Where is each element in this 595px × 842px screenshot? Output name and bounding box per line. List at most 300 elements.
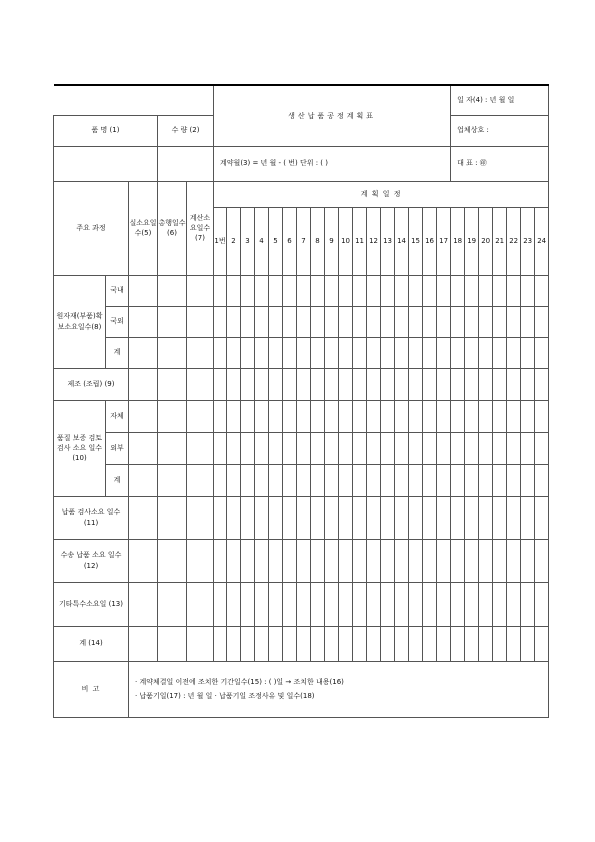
schedule-cell[interactable] <box>521 337 535 368</box>
schedule-cell[interactable] <box>325 626 339 661</box>
schedule-cell[interactable] <box>381 275 395 306</box>
schedule-cell[interactable] <box>521 496 535 539</box>
schedule-cell[interactable] <box>367 432 381 464</box>
schedule-cell[interactable] <box>339 539 353 582</box>
schedule-cell[interactable] <box>437 539 451 582</box>
schedule-cell[interactable] <box>381 337 395 368</box>
schedule-cell[interactable] <box>214 539 227 582</box>
quantity-value[interactable] <box>158 146 214 181</box>
schedule-cell[interactable] <box>521 275 535 306</box>
schedule-cell[interactable] <box>423 582 437 626</box>
schedule-cell[interactable] <box>241 496 255 539</box>
schedule-cell[interactable] <box>255 368 269 400</box>
schedule-cell[interactable] <box>129 337 158 368</box>
schedule-cell[interactable] <box>214 400 227 432</box>
schedule-cell[interactable] <box>367 626 381 661</box>
schedule-cell[interactable] <box>465 275 479 306</box>
schedule-cell[interactable] <box>451 400 465 432</box>
schedule-cell[interactable] <box>297 337 311 368</box>
schedule-cell[interactable] <box>269 275 283 306</box>
schedule-cell[interactable] <box>507 432 521 464</box>
schedule-cell[interactable] <box>297 582 311 626</box>
schedule-cell[interactable] <box>325 368 339 400</box>
schedule-cell[interactable] <box>409 306 423 337</box>
schedule-cell[interactable] <box>437 496 451 539</box>
schedule-cell[interactable] <box>129 400 158 432</box>
schedule-cell[interactable] <box>325 496 339 539</box>
schedule-cell[interactable] <box>283 464 297 496</box>
representative-field[interactable]: 대 표 : ㊞ <box>451 146 549 181</box>
schedule-cell[interactable] <box>367 582 381 626</box>
schedule-cell[interactable] <box>493 368 507 400</box>
schedule-cell[interactable] <box>187 306 214 337</box>
schedule-cell[interactable] <box>187 464 214 496</box>
schedule-cell[interactable] <box>311 337 325 368</box>
schedule-cell[interactable] <box>507 400 521 432</box>
schedule-cell[interactable] <box>158 582 187 626</box>
schedule-cell[interactable] <box>423 337 437 368</box>
schedule-cell[interactable] <box>129 432 158 464</box>
schedule-cell[interactable] <box>395 432 409 464</box>
schedule-cell[interactable] <box>227 400 241 432</box>
company-name-field[interactable]: 업체상호 : <box>451 115 549 146</box>
schedule-cell[interactable] <box>465 464 479 496</box>
schedule-cell[interactable] <box>535 539 549 582</box>
schedule-cell[interactable] <box>535 306 549 337</box>
schedule-cell[interactable] <box>493 539 507 582</box>
schedule-cell[interactable] <box>507 306 521 337</box>
schedule-cell[interactable] <box>409 582 423 626</box>
schedule-cell[interactable] <box>465 496 479 539</box>
schedule-cell[interactable] <box>451 464 465 496</box>
schedule-cell[interactable] <box>493 464 507 496</box>
schedule-cell[interactable] <box>339 337 353 368</box>
schedule-cell[interactable] <box>283 306 297 337</box>
schedule-cell[interactable] <box>311 539 325 582</box>
schedule-cell[interactable] <box>187 432 214 464</box>
schedule-cell[interactable] <box>507 582 521 626</box>
schedule-cell[interactable] <box>214 368 227 400</box>
schedule-cell[interactable] <box>381 496 395 539</box>
schedule-cell[interactable] <box>339 368 353 400</box>
schedule-cell[interactable] <box>535 496 549 539</box>
schedule-cell[interactable] <box>339 275 353 306</box>
schedule-cell[interactable] <box>437 432 451 464</box>
schedule-cell[interactable] <box>158 400 187 432</box>
schedule-cell[interactable] <box>493 496 507 539</box>
schedule-cell[interactable] <box>465 539 479 582</box>
schedule-cell[interactable] <box>325 539 339 582</box>
schedule-cell[interactable] <box>409 626 423 661</box>
schedule-cell[interactable] <box>409 400 423 432</box>
schedule-cell[interactable] <box>269 539 283 582</box>
schedule-cell[interactable] <box>465 337 479 368</box>
schedule-cell[interactable] <box>269 400 283 432</box>
schedule-cell[interactable] <box>339 464 353 496</box>
schedule-cell[interactable] <box>479 306 493 337</box>
schedule-cell[interactable] <box>353 368 367 400</box>
schedule-cell[interactable] <box>255 275 269 306</box>
schedule-cell[interactable] <box>479 368 493 400</box>
schedule-cell[interactable] <box>241 539 255 582</box>
schedule-cell[interactable] <box>493 626 507 661</box>
schedule-cell[interactable] <box>493 432 507 464</box>
schedule-cell[interactable] <box>269 496 283 539</box>
schedule-cell[interactable] <box>227 306 241 337</box>
schedule-cell[interactable] <box>241 432 255 464</box>
schedule-cell[interactable] <box>521 306 535 337</box>
schedule-cell[interactable] <box>339 400 353 432</box>
schedule-cell[interactable] <box>214 337 227 368</box>
schedule-cell[interactable] <box>395 496 409 539</box>
schedule-cell[interactable] <box>451 306 465 337</box>
schedule-cell[interactable] <box>297 306 311 337</box>
schedule-cell[interactable] <box>535 368 549 400</box>
schedule-cell[interactable] <box>535 464 549 496</box>
schedule-cell[interactable] <box>158 464 187 496</box>
schedule-cell[interactable] <box>187 275 214 306</box>
schedule-cell[interactable] <box>227 275 241 306</box>
schedule-cell[interactable] <box>353 306 367 337</box>
schedule-cell[interactable] <box>423 464 437 496</box>
schedule-cell[interactable] <box>227 432 241 464</box>
schedule-cell[interactable] <box>269 626 283 661</box>
schedule-cell[interactable] <box>325 275 339 306</box>
schedule-cell[interactable] <box>325 464 339 496</box>
schedule-cell[interactable] <box>409 496 423 539</box>
schedule-cell[interactable] <box>339 582 353 626</box>
schedule-cell[interactable] <box>325 306 339 337</box>
schedule-cell[interactable] <box>129 464 158 496</box>
schedule-cell[interactable] <box>423 539 437 582</box>
schedule-cell[interactable] <box>297 275 311 306</box>
schedule-cell[interactable] <box>353 582 367 626</box>
schedule-cell[interactable] <box>395 368 409 400</box>
schedule-cell[interactable] <box>451 626 465 661</box>
schedule-cell[interactable] <box>395 582 409 626</box>
schedule-cell[interactable] <box>479 337 493 368</box>
schedule-cell[interactable] <box>353 626 367 661</box>
schedule-cell[interactable] <box>423 368 437 400</box>
schedule-cell[interactable] <box>129 582 158 626</box>
schedule-cell[interactable] <box>214 582 227 626</box>
schedule-cell[interactable] <box>479 400 493 432</box>
schedule-cell[interactable] <box>129 496 158 539</box>
schedule-cell[interactable] <box>241 337 255 368</box>
schedule-cell[interactable] <box>451 582 465 626</box>
schedule-cell[interactable] <box>214 626 227 661</box>
schedule-cell[interactable] <box>353 539 367 582</box>
schedule-cell[interactable] <box>507 464 521 496</box>
schedule-cell[interactable] <box>187 539 214 582</box>
schedule-cell[interactable] <box>283 432 297 464</box>
schedule-cell[interactable] <box>227 368 241 400</box>
schedule-cell[interactable] <box>241 275 255 306</box>
schedule-cell[interactable] <box>437 400 451 432</box>
schedule-cell[interactable] <box>158 275 187 306</box>
schedule-cell[interactable] <box>395 400 409 432</box>
schedule-cell[interactable] <box>479 464 493 496</box>
schedule-cell[interactable] <box>465 306 479 337</box>
schedule-cell[interactable] <box>283 337 297 368</box>
schedule-cell[interactable] <box>437 337 451 368</box>
schedule-cell[interactable] <box>367 368 381 400</box>
schedule-cell[interactable] <box>255 337 269 368</box>
schedule-cell[interactable] <box>214 432 227 464</box>
schedule-cell[interactable] <box>507 539 521 582</box>
schedule-cell[interactable] <box>241 306 255 337</box>
schedule-cell[interactable] <box>158 626 187 661</box>
schedule-cell[interactable] <box>521 432 535 464</box>
schedule-cell[interactable] <box>311 626 325 661</box>
schedule-cell[interactable] <box>381 306 395 337</box>
schedule-cell[interactable] <box>437 306 451 337</box>
schedule-cell[interactable] <box>283 496 297 539</box>
schedule-cell[interactable] <box>437 582 451 626</box>
schedule-cell[interactable] <box>187 337 214 368</box>
schedule-cell[interactable] <box>311 496 325 539</box>
schedule-cell[interactable] <box>241 400 255 432</box>
schedule-cell[interactable] <box>241 582 255 626</box>
schedule-cell[interactable] <box>353 496 367 539</box>
schedule-cell[interactable] <box>465 626 479 661</box>
schedule-cell[interactable] <box>325 432 339 464</box>
schedule-cell[interactable] <box>227 496 241 539</box>
schedule-cell[interactable] <box>521 464 535 496</box>
schedule-cell[interactable] <box>255 539 269 582</box>
schedule-cell[interactable] <box>129 275 158 306</box>
schedule-cell[interactable] <box>325 400 339 432</box>
schedule-cell[interactable] <box>465 432 479 464</box>
schedule-cell[interactable] <box>227 539 241 582</box>
schedule-cell[interactable] <box>158 496 187 539</box>
schedule-cell[interactable] <box>214 275 227 306</box>
schedule-cell[interactable] <box>451 368 465 400</box>
schedule-cell[interactable] <box>269 464 283 496</box>
schedule-cell[interactable] <box>129 539 158 582</box>
schedule-cell[interactable] <box>437 275 451 306</box>
schedule-cell[interactable] <box>227 626 241 661</box>
schedule-cell[interactable] <box>451 275 465 306</box>
schedule-cell[interactable] <box>395 306 409 337</box>
schedule-cell[interactable] <box>367 400 381 432</box>
schedule-cell[interactable] <box>311 368 325 400</box>
remarks-content[interactable] <box>129 661 549 717</box>
schedule-cell[interactable] <box>507 275 521 306</box>
schedule-cell[interactable] <box>367 539 381 582</box>
schedule-cell[interactable] <box>367 464 381 496</box>
schedule-cell[interactable] <box>535 582 549 626</box>
schedule-cell[interactable] <box>409 368 423 400</box>
schedule-cell[interactable] <box>227 464 241 496</box>
schedule-cell[interactable] <box>423 432 437 464</box>
schedule-cell[interactable] <box>311 400 325 432</box>
schedule-cell[interactable] <box>521 368 535 400</box>
schedule-cell[interactable] <box>437 626 451 661</box>
schedule-cell[interactable] <box>325 337 339 368</box>
schedule-cell[interactable] <box>409 275 423 306</box>
schedule-cell[interactable] <box>465 400 479 432</box>
schedule-cell[interactable] <box>241 464 255 496</box>
schedule-cell[interactable] <box>535 432 549 464</box>
schedule-cell[interactable] <box>479 275 493 306</box>
schedule-cell[interactable] <box>535 337 549 368</box>
schedule-cell[interactable] <box>507 368 521 400</box>
schedule-cell[interactable] <box>269 337 283 368</box>
schedule-cell[interactable] <box>214 306 227 337</box>
schedule-cell[interactable] <box>129 626 158 661</box>
schedule-cell[interactable] <box>521 582 535 626</box>
schedule-cell[interactable] <box>451 496 465 539</box>
schedule-cell[interactable] <box>311 432 325 464</box>
schedule-cell[interactable] <box>451 337 465 368</box>
schedule-cell[interactable] <box>269 582 283 626</box>
schedule-cell[interactable] <box>423 496 437 539</box>
schedule-cell[interactable] <box>158 368 187 400</box>
schedule-cell[interactable] <box>214 496 227 539</box>
schedule-cell[interactable] <box>367 496 381 539</box>
schedule-cell[interactable] <box>311 275 325 306</box>
schedule-cell[interactable] <box>479 539 493 582</box>
schedule-cell[interactable] <box>283 275 297 306</box>
schedule-cell[interactable] <box>409 337 423 368</box>
schedule-cell[interactable] <box>255 496 269 539</box>
schedule-cell[interactable] <box>423 275 437 306</box>
schedule-cell[interactable] <box>129 306 158 337</box>
schedule-cell[interactable] <box>395 337 409 368</box>
schedule-cell[interactable] <box>353 400 367 432</box>
schedule-cell[interactable] <box>507 626 521 661</box>
schedule-cell[interactable] <box>451 539 465 582</box>
schedule-cell[interactable] <box>255 626 269 661</box>
schedule-cell[interactable] <box>283 626 297 661</box>
schedule-cell[interactable] <box>521 626 535 661</box>
schedule-cell[interactable] <box>158 432 187 464</box>
schedule-cell[interactable] <box>227 582 241 626</box>
schedule-cell[interactable] <box>353 275 367 306</box>
schedule-cell[interactable] <box>465 368 479 400</box>
schedule-cell[interactable] <box>255 464 269 496</box>
schedule-cell[interactable] <box>479 496 493 539</box>
schedule-cell[interactable] <box>493 400 507 432</box>
schedule-cell[interactable] <box>283 539 297 582</box>
schedule-cell[interactable] <box>187 496 214 539</box>
date-field[interactable]: 일 자(4) : 년 월 일 <box>451 85 549 115</box>
schedule-cell[interactable] <box>535 275 549 306</box>
schedule-cell[interactable] <box>311 306 325 337</box>
schedule-cell[interactable] <box>437 464 451 496</box>
schedule-cell[interactable] <box>395 539 409 582</box>
contract-period-field[interactable]: 계약월(3) = 년 월 - ( 번) 단위 : ( ) <box>214 146 451 181</box>
schedule-cell[interactable] <box>395 275 409 306</box>
schedule-cell[interactable] <box>129 368 158 400</box>
schedule-cell[interactable] <box>158 539 187 582</box>
schedule-cell[interactable] <box>339 626 353 661</box>
schedule-cell[interactable] <box>339 306 353 337</box>
schedule-cell[interactable] <box>381 626 395 661</box>
item-name-value[interactable] <box>54 146 158 181</box>
schedule-cell[interactable] <box>269 432 283 464</box>
schedule-cell[interactable] <box>283 400 297 432</box>
schedule-cell[interactable] <box>297 464 311 496</box>
schedule-cell[interactable] <box>381 582 395 626</box>
schedule-cell[interactable] <box>409 432 423 464</box>
schedule-cell[interactable] <box>493 337 507 368</box>
schedule-cell[interactable] <box>227 337 241 368</box>
schedule-cell[interactable] <box>269 368 283 400</box>
schedule-cell[interactable] <box>479 582 493 626</box>
schedule-cell[interactable] <box>367 306 381 337</box>
schedule-cell[interactable] <box>339 496 353 539</box>
schedule-cell[interactable] <box>297 368 311 400</box>
schedule-cell[interactable] <box>187 626 214 661</box>
schedule-cell[interactable] <box>283 368 297 400</box>
schedule-cell[interactable] <box>214 464 227 496</box>
schedule-cell[interactable] <box>479 626 493 661</box>
schedule-cell[interactable] <box>535 400 549 432</box>
schedule-cell[interactable] <box>297 626 311 661</box>
schedule-cell[interactable] <box>353 337 367 368</box>
schedule-cell[interactable] <box>241 626 255 661</box>
schedule-cell[interactable] <box>297 539 311 582</box>
schedule-cell[interactable] <box>297 400 311 432</box>
schedule-cell[interactable] <box>521 400 535 432</box>
schedule-cell[interactable] <box>367 275 381 306</box>
schedule-cell[interactable] <box>409 539 423 582</box>
schedule-cell[interactable] <box>187 400 214 432</box>
schedule-cell[interactable] <box>381 432 395 464</box>
schedule-cell[interactable] <box>339 432 353 464</box>
schedule-cell[interactable] <box>423 626 437 661</box>
schedule-cell[interactable] <box>381 368 395 400</box>
schedule-cell[interactable] <box>381 539 395 582</box>
schedule-cell[interactable] <box>187 582 214 626</box>
schedule-cell[interactable] <box>255 306 269 337</box>
schedule-cell[interactable] <box>255 400 269 432</box>
schedule-cell[interactable] <box>423 306 437 337</box>
schedule-cell[interactable] <box>395 464 409 496</box>
schedule-cell[interactable] <box>255 582 269 626</box>
schedule-cell[interactable] <box>158 306 187 337</box>
schedule-cell[interactable] <box>269 306 283 337</box>
schedule-cell[interactable] <box>451 432 465 464</box>
schedule-cell[interactable] <box>423 400 437 432</box>
schedule-cell[interactable] <box>283 582 297 626</box>
schedule-cell[interactable] <box>353 464 367 496</box>
schedule-cell[interactable] <box>311 464 325 496</box>
schedule-cell[interactable] <box>535 626 549 661</box>
schedule-cell[interactable] <box>437 368 451 400</box>
schedule-cell[interactable] <box>409 464 423 496</box>
schedule-cell[interactable] <box>367 337 381 368</box>
schedule-cell[interactable] <box>297 496 311 539</box>
schedule-cell[interactable] <box>493 275 507 306</box>
schedule-cell[interactable] <box>381 400 395 432</box>
schedule-cell[interactable] <box>521 539 535 582</box>
schedule-cell[interactable] <box>255 432 269 464</box>
schedule-cell[interactable] <box>311 582 325 626</box>
schedule-cell[interactable] <box>241 368 255 400</box>
schedule-cell[interactable] <box>297 432 311 464</box>
schedule-cell[interactable] <box>158 337 187 368</box>
schedule-cell[interactable] <box>493 306 507 337</box>
schedule-cell[interactable] <box>507 337 521 368</box>
schedule-cell[interactable] <box>325 582 339 626</box>
schedule-cell[interactable] <box>479 432 493 464</box>
schedule-cell[interactable] <box>187 368 214 400</box>
schedule-cell[interactable] <box>507 496 521 539</box>
schedule-cell[interactable] <box>395 626 409 661</box>
